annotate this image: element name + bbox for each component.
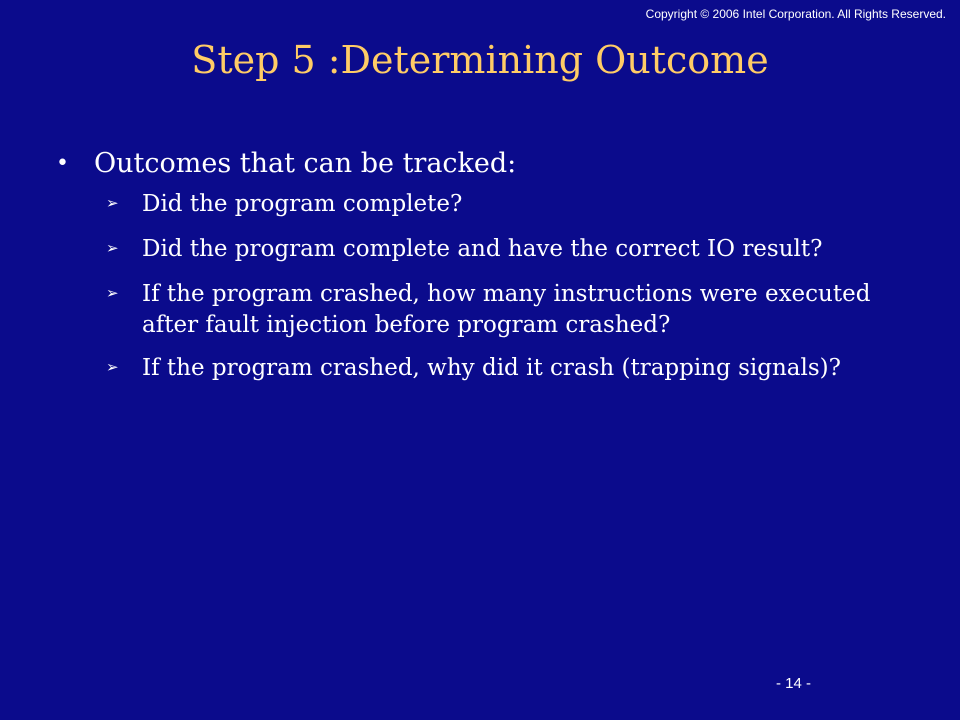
arrow-bullet-icon: ➢ (106, 358, 119, 376)
sub-bullet-item (106, 279, 916, 341)
sub-bullet-text: If the program crashed, why did it crash (trapping signals)? (142, 355, 841, 381)
sub-bullet-item (106, 353, 916, 386)
sub-bullet-text: Did the program complete? (142, 191, 463, 217)
copyright-notice: Copyright © 2006 Intel Corporation. All Rights Reserved. (645, 7, 946, 21)
main-bullet-text: Outcomes that can be tracked: (94, 148, 517, 179)
sub-bullet-text: If the program crashed, how many instructions were executed after fault injection before program crashed? (142, 281, 871, 338)
sub-bullet-list (106, 189, 916, 386)
page-number: - 14 - (776, 675, 812, 692)
bullet-icon: • (56, 151, 69, 176)
sub-bullet-item (106, 234, 916, 267)
arrow-bullet-icon: ➢ (106, 284, 119, 302)
slide-title: Step 5 :Determining Outcome (191, 38, 769, 82)
main-bullet (56, 148, 916, 179)
arrow-bullet-icon: ➢ (106, 194, 119, 212)
sub-bullet-item (106, 189, 916, 222)
sub-bullet-text: Did the program complete and have the correct IO result? (142, 236, 823, 262)
arrow-bullet-icon: ➢ (106, 239, 119, 257)
slide-content (56, 148, 916, 398)
